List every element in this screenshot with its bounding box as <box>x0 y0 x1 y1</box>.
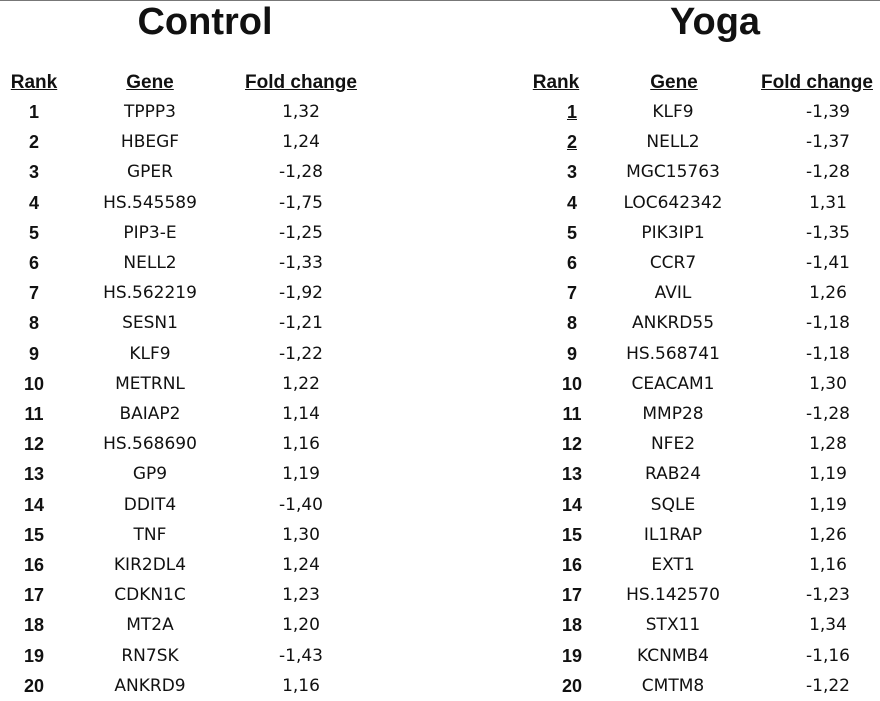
table-row <box>0 399 420 429</box>
rank-cell: 9 <box>566 343 577 364</box>
fold-change-cell: 1,20 <box>282 615 320 636</box>
gene-cell: TPPP3 <box>124 102 176 122</box>
rank-cell: 8 <box>28 313 39 334</box>
gene-cell: NELL2 <box>646 132 700 153</box>
gene-cell: GP9 <box>132 464 168 485</box>
table-row <box>520 399 880 429</box>
table-row <box>520 97 880 127</box>
rank-cell: 3 <box>28 162 39 183</box>
rank-cell: 2 <box>28 132 39 153</box>
table-row <box>0 671 420 701</box>
rank-cell: 20 <box>23 675 45 696</box>
gene-cell: PIK3IP1 <box>641 222 705 243</box>
rank-cell: 15 <box>561 524 583 545</box>
fold-change-cell: -1,22 <box>279 343 323 364</box>
rank-cell: 3 <box>566 162 577 183</box>
rank-cell: 20 <box>561 675 583 696</box>
rank-cell: 18 <box>23 615 45 636</box>
gene-cell: BAIAP2 <box>119 404 181 424</box>
gene-cell: NFE2 <box>650 434 696 455</box>
gene-cell: HS.562219 <box>103 283 197 304</box>
table-row <box>0 248 420 278</box>
fold-change-cell: -1,21 <box>279 313 323 334</box>
fold-change-cell: 1,19 <box>809 464 847 485</box>
fold-change-cell: 1,19 <box>809 494 847 515</box>
rank-cell: 7 <box>566 283 577 304</box>
fold-change-cell: -1,28 <box>806 162 850 183</box>
fold-change-cell: -1,43 <box>279 645 323 666</box>
table-row <box>520 459 880 489</box>
table-row <box>520 127 880 157</box>
rank-cell: 10 <box>23 373 45 394</box>
rank-cell: 5 <box>28 222 39 243</box>
gene-cell: CEACAM1 <box>631 373 715 394</box>
gene-cell: KCNMB4 <box>637 645 709 666</box>
fold-change-cell: 1,19 <box>282 464 320 485</box>
fold-change-cell: -1,40 <box>279 494 323 515</box>
rank-cell: 14 <box>561 494 583 515</box>
gene-cell: HS.142570 <box>626 585 720 606</box>
gene-cell: KLF9 <box>129 343 171 364</box>
rank-cell: 12 <box>23 434 45 455</box>
fold-change-cell: -1,25 <box>279 222 323 243</box>
gene-cell: ANKRD55 <box>631 313 715 334</box>
fold-change-cell: 1,23 <box>282 585 320 606</box>
rank-cell: 13 <box>561 464 583 485</box>
fold-change-cell: 1,31 <box>809 192 847 213</box>
table-row <box>520 490 880 520</box>
gene-cell: IL1RAP <box>643 524 703 545</box>
fold-change-cell: 1,32 <box>282 102 320 122</box>
fold-change-cell: 1,14 <box>282 404 320 424</box>
fold-change-cell: 1,16 <box>282 434 320 455</box>
rank-cell: 9 <box>28 343 39 364</box>
gene-cell: KIR2DL4 <box>113 555 187 575</box>
gene-cell: HS.545589 <box>103 192 197 213</box>
rank-cell: 11 <box>562 404 582 424</box>
rank-cell: 10 <box>561 373 583 394</box>
table-row <box>0 580 420 610</box>
fold-change-cell: 1,30 <box>809 373 847 394</box>
gene-cell: PIP3-E <box>123 222 177 243</box>
fold-change-cell: -1,18 <box>806 343 850 364</box>
gene-cell: KLF9 <box>652 102 694 122</box>
table-row <box>0 550 420 580</box>
control-gene-header: Gene <box>126 72 174 93</box>
gene-cell: DDIT4 <box>123 494 177 515</box>
yoga-gene-header: Gene <box>650 72 698 93</box>
fold-change-cell: -1,75 <box>279 192 323 213</box>
table-row <box>0 278 420 308</box>
gene-cell: SQLE <box>650 494 696 515</box>
fold-change-cell: 1,30 <box>282 524 320 545</box>
gene-cell: ANKRD9 <box>114 675 186 696</box>
rank-cell: 13 <box>23 464 45 485</box>
gene-cell: RAB24 <box>644 464 702 485</box>
rank-cell: 19 <box>561 645 583 666</box>
table-row <box>0 97 420 127</box>
gene-cell: CDKN1C <box>114 585 186 606</box>
table-row <box>0 339 420 369</box>
table-row <box>520 429 880 459</box>
gene-cell: HS.568690 <box>103 434 197 455</box>
rank-cell: 6 <box>566 253 577 273</box>
table-row <box>0 127 420 157</box>
fold-change-cell: -1,23 <box>806 585 850 606</box>
rank-cell: 12 <box>561 434 583 455</box>
table-row <box>0 188 420 218</box>
fold-change-cell: -1,28 <box>279 162 323 183</box>
yoga-fold-header: Fold change <box>761 72 873 93</box>
rank-cell: 2 <box>566 132 577 153</box>
table-row <box>0 218 420 248</box>
rank-cell: 19 <box>23 645 45 666</box>
table-row <box>520 641 880 671</box>
table-row <box>520 157 880 187</box>
control-fold-header: Fold change <box>245 72 357 93</box>
table-row <box>0 641 420 671</box>
table-row <box>0 610 420 640</box>
gene-cell: GPER <box>127 162 173 183</box>
rank-cell: 14 <box>23 494 45 515</box>
rank-cell: 18 <box>561 615 583 636</box>
table-row <box>520 520 880 550</box>
fold-change-cell: 1,26 <box>809 283 847 304</box>
table-row <box>0 490 420 520</box>
rank-cell: 17 <box>561 585 583 606</box>
rank-cell: 11 <box>24 404 44 424</box>
rank-cell: 4 <box>566 192 577 213</box>
gene-cell: STX11 <box>645 615 701 636</box>
gene-cell: HBEGF <box>120 132 180 153</box>
fold-change-cell: -1,92 <box>279 283 323 304</box>
rank-cell: 15 <box>23 524 45 545</box>
fold-change-cell: -1,28 <box>806 404 850 424</box>
gene-cell: RN7SK <box>121 645 179 666</box>
table-row <box>520 550 880 580</box>
rank-cell: 16 <box>23 555 45 575</box>
rank-cell: 1 <box>28 102 39 122</box>
rank-cell: 8 <box>566 313 577 334</box>
rank-cell: 16 <box>561 555 583 575</box>
gene-cell: HS.568741 <box>626 343 720 364</box>
fold-change-cell: 1,16 <box>809 555 847 575</box>
table-row <box>520 248 880 278</box>
control-table <box>0 0 420 700</box>
gene-cell: MT2A <box>126 615 174 636</box>
fold-change-cell: -1,16 <box>806 645 850 666</box>
rank-cell: 6 <box>28 253 39 273</box>
fold-change-cell: 1,22 <box>282 373 320 394</box>
table-row <box>520 339 880 369</box>
table-row <box>520 278 880 308</box>
rank-cell: 4 <box>28 192 39 213</box>
table-row <box>520 610 880 640</box>
yoga-rank-header: Rank <box>532 72 580 93</box>
gene-cell: EXT1 <box>651 555 695 575</box>
fold-change-cell: -1,33 <box>279 253 323 273</box>
table-row <box>520 218 880 248</box>
fold-change-cell: -1,37 <box>806 132 850 153</box>
gene-cell: CMTM8 <box>641 675 705 696</box>
gene-cell: SESN1 <box>122 313 178 334</box>
table-row <box>0 459 420 489</box>
yoga-title: Yoga <box>669 1 761 43</box>
table-row <box>520 369 880 399</box>
yoga-table <box>520 0 880 700</box>
gene-cell: MGC15763 <box>626 162 720 183</box>
table-row <box>520 308 880 338</box>
fold-change-cell: -1,35 <box>806 222 850 243</box>
fold-change-cell: 1,34 <box>809 615 847 636</box>
fold-change-cell: 1,26 <box>809 524 847 545</box>
fold-change-cell: -1,22 <box>806 675 850 696</box>
gene-cell: MMP28 <box>642 404 704 424</box>
rank-cell: 17 <box>23 585 45 606</box>
table-row <box>520 580 880 610</box>
fold-change-cell: -1,39 <box>806 102 850 122</box>
table-row <box>520 671 880 701</box>
rank-cell: 5 <box>566 222 577 243</box>
gene-cell: CCR7 <box>649 253 697 273</box>
fold-change-cell: 1,24 <box>282 555 320 575</box>
control-title: Control <box>137 1 273 43</box>
fold-change-cell: -1,18 <box>806 313 850 334</box>
table-row <box>0 520 420 550</box>
table-row <box>0 157 420 187</box>
fold-change-cell: 1,28 <box>809 434 847 455</box>
table-row <box>0 429 420 459</box>
gene-cell: METRNL <box>115 373 185 394</box>
gene-cell: AVIL <box>654 283 692 304</box>
table-row <box>520 188 880 218</box>
table-row <box>0 369 420 399</box>
gene-cell: LOC642342 <box>623 192 723 213</box>
fold-change-cell: -1,41 <box>806 253 850 273</box>
gene-cell: NELL2 <box>123 253 177 273</box>
gene-cell: TNF <box>133 524 167 545</box>
fold-change-cell: 1,24 <box>282 132 320 153</box>
rank-cell: 1 <box>566 102 577 122</box>
rank-cell: 7 <box>28 283 39 304</box>
fold-change-cell: 1,16 <box>282 675 320 696</box>
table-row <box>0 308 420 338</box>
control-rank-header: Rank <box>10 72 58 93</box>
